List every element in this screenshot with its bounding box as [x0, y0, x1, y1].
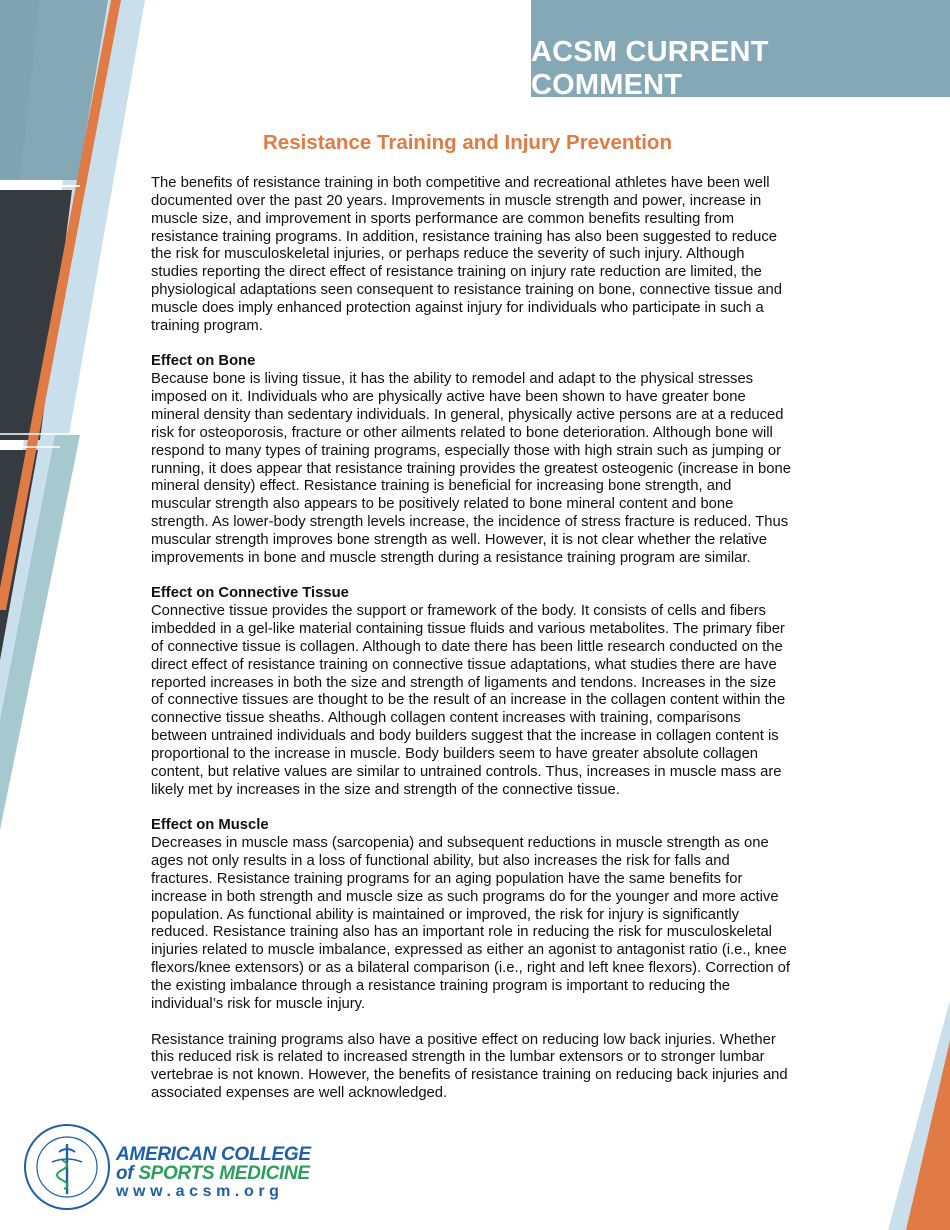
right-decorative-stripes	[880, 980, 950, 1230]
header-band	[531, 0, 950, 101]
logo-website-link[interactable]: www.acsm.org	[116, 1183, 284, 1200]
closing-paragraph: Resistance training programs also have a positive effect on reducing low back injuries. Whether this reduced risk is related to increased strength in the lumbar extensors or to stronger lumbar vertebrae is not known. However, the benefits of resistance training on reducing back injuries and associated expenses are well acknowledged.	[151, 1031, 788, 1102]
logo-line-sports-medicine	[116, 1164, 311, 1183]
acsm-seal-logo	[22, 1122, 112, 1212]
document-body	[151, 175, 791, 1121]
logo-line-american-college: AMERICAN COLLEGE	[116, 1144, 311, 1165]
logo-of: of	[116, 1163, 139, 1184]
header-title: ACSM CURRENT COMMENT	[531, 36, 769, 101]
logo-sports-medicine: SPORTS MEDICINE	[138, 1163, 310, 1184]
intro-paragraph: The benefits of resistance training in both competitive and recreational athletes have been well documented over the past 20 years. Improvements in muscle strength and power, increase in muscle size, and improvement in sports performance are common benefits resulting from resistance training programs. In addition, resistance training has also been suggested to reduce the risk for musculoskeletal injuries, or perhaps reduce the severity of such injury. Although studies reporting the direct effect of resistance training on injury rate reduction are limited, the physiological adaptations seen consequent to resistance training on bone, connective tissue and muscle does imply enhanced protection against injury for individuals who participate in such a training program.	[151, 175, 782, 334]
acsm-wordmark	[116, 1145, 311, 1201]
section-text-muscle: Decreases in muscle mass (sarcopenia) and subsequent reductions in muscle strength as one ages not only results in a loss of functional ability, but also increases the risk for falls and fractures. Resistance training programs for an aging population have the same benefits for increase in both strength and muscle size as such programs do for the younger and more active population. As functional ability is maintained or improved, the risk for injury is significantly reduced. Resistance training also has an important role in reducing the risk for musculoskeletal injuries related to muscle imbalance, expressed as either an agonist to antagonist ratio (i.e., knee flexors/knee extensors) or as a bilateral comparison (i.e., right and left knee flexors). Correction of the existing imbalance through a resistance training program is important to reducing the individual’s risk for muscle injury.	[151, 835, 791, 1012]
section-text-bone: Because bone is living tissue, it has the ability to remodel and adapt to the physical stresses imposed on it. Individuals who are physically active have been shown to have greater bone mineral density than sedentary individuals. In general, physically active persons are at a reduced risk for osteoporosis, fracture or other ailments related to bone deterioration. Although bone will respond to many types of training programs, especially those with high strain such as jumping or running, it does appear that resistance training provides the greatest osteogenic (increase in bone mineral density) effect. Resistance training is beneficial for increasing bone strength, and muscular strength also appears to be positively related to bone mineral content and bone strength. As lower-body strength levels increase, the incidence of stress fracture is reduced. Thus muscular strength improves bone strength as well. However, it is not clear whether the relative improvements in bone and muscle strength during a resistance training program are similar.	[151, 371, 791, 566]
document-title: Resistance Training and Injury Prevention	[263, 131, 672, 154]
section-heading-bone: Effect on Bone	[151, 353, 256, 370]
section-heading-connective-tissue: Effect on Connective Tissue	[151, 585, 349, 602]
left-decorative-stripes	[0, 0, 160, 840]
section-heading-muscle: Effect on Muscle	[151, 817, 269, 834]
section-text-connective-tissue: Connective tissue provides the support or framework of the body. It consists of cells and fibers imbedded in a gel-like material containing tissue fluids and various metabolites. The primary fiber of connective tissue is collagen. Although to date there has been little research conducted on the direct effect of resistance training on connective tissue adaptations, what studies there are have reported increases in both the size and strength of ligaments and tendons. Increases in the size of connective tissues are thought to be the result of an increase in the collagen content within the connective tissue sheaths. Although collagen content increases with training, comparisons between untrained individuals and body builders suggest that the increase in collagen content is proportional to the increase in muscle. Body builders seem to have greater absolute collagen content, but relative values are similar to untrained controls. Thus, increases in muscle mass are likely met by increases in the size and strength of the connective tissue.	[151, 603, 786, 798]
